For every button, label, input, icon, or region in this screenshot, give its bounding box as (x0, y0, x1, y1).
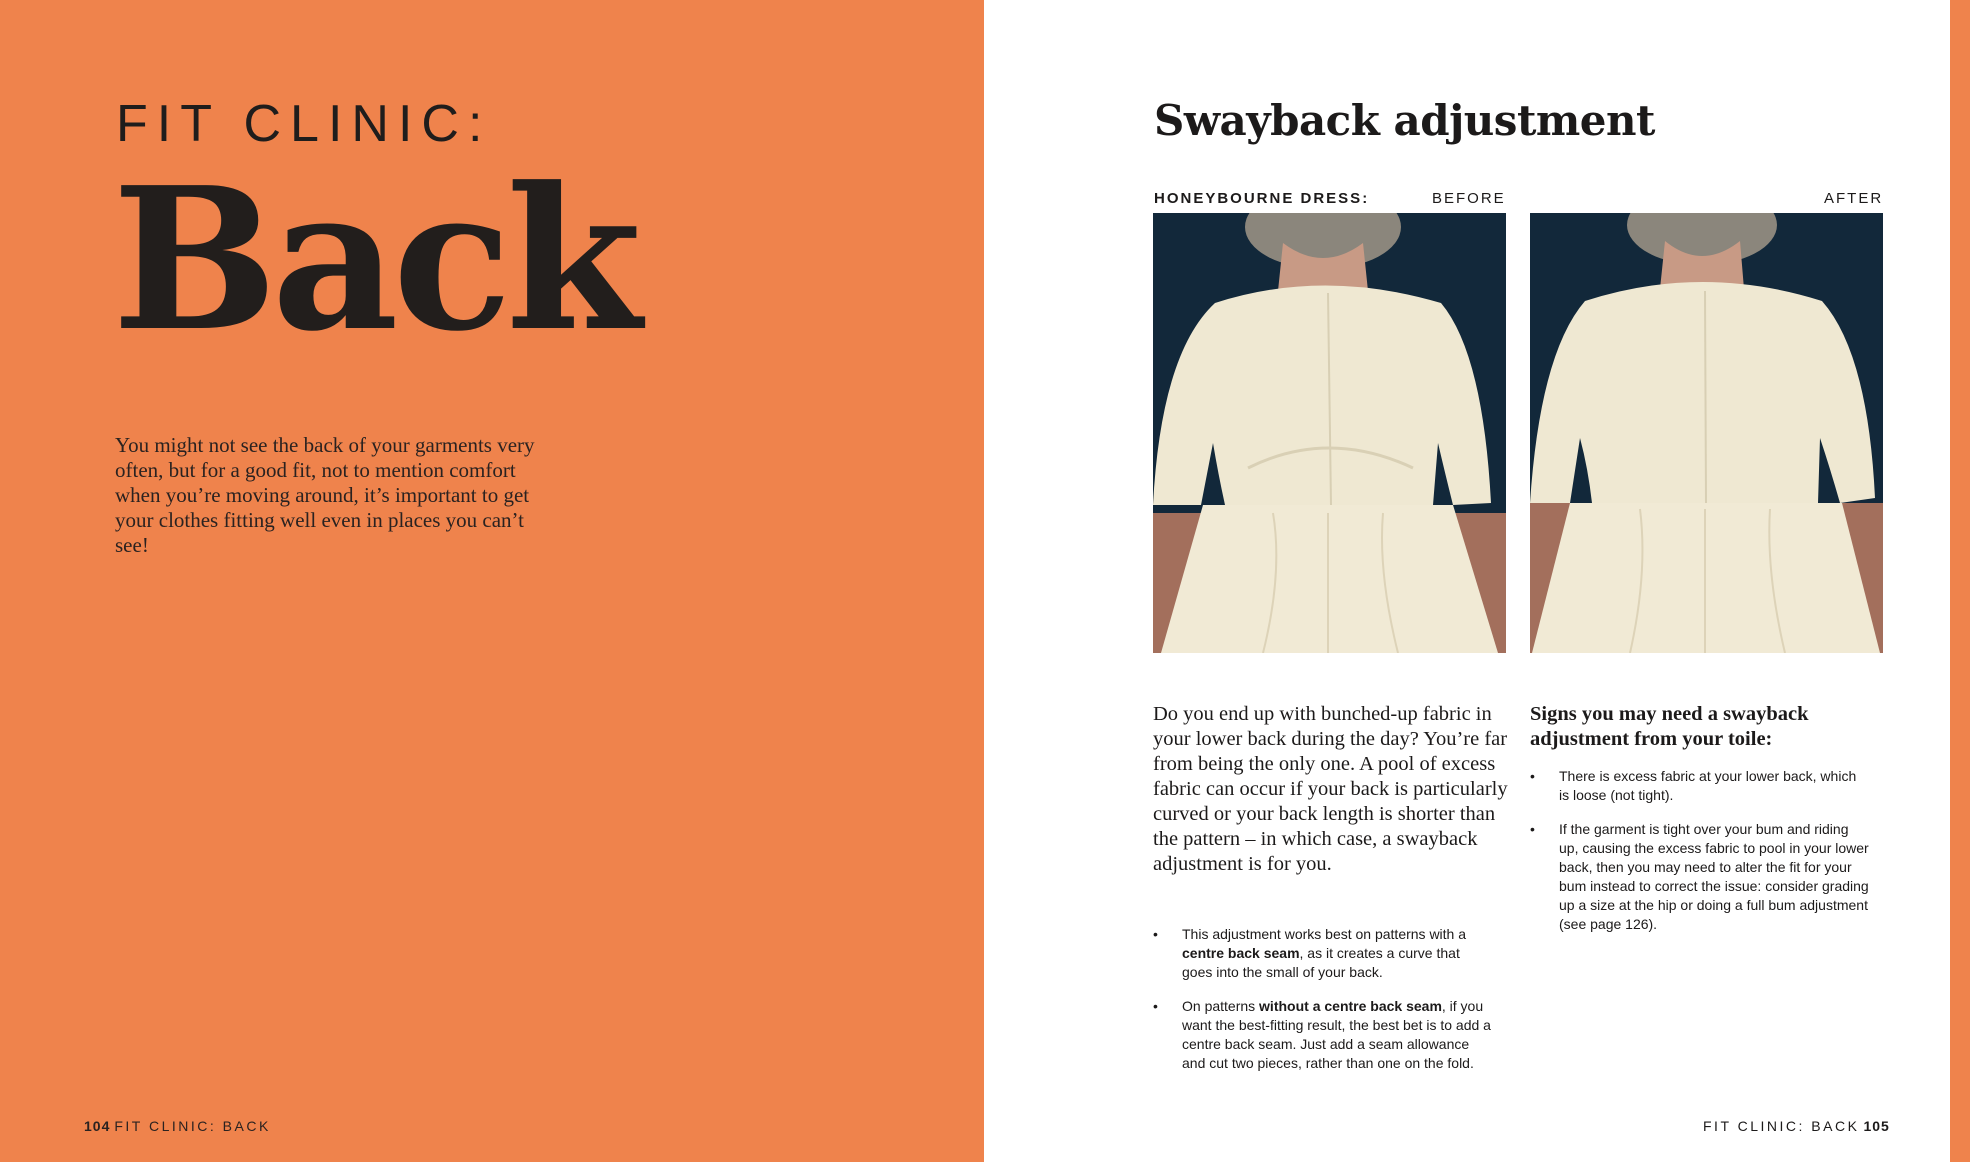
section-title: Swayback adjustment (1154, 96, 1655, 145)
signs-list (1530, 767, 1870, 949)
body-paragraph: Do you end up with bunched-up fabric in your lower back during the day? You’re far from being the only one. A pool of excess fabric can occur if your back is particularly curved or your back length is shorter than the pattern – in which case, a swayback adjustment is for you. (1153, 703, 1508, 875)
photo-back-before-icon (1153, 213, 1506, 653)
list-item: • There is excess fabric at your lower back, which is loose (not tight). (1530, 767, 1870, 805)
list-item (1153, 997, 1493, 1073)
list-item-bold: centre back seam (1182, 945, 1300, 961)
intro-paragraph: You might not see the back of your garments very often, but for a good fit, not to mention comfort when you’re moving around, it’s important to get your clothes fitting well even in places you can’t see! (115, 433, 535, 557)
photo-after (1530, 213, 1883, 653)
next-page-edge (1950, 0, 1970, 1162)
page-number-right: 105 (1863, 1118, 1890, 1134)
list-item-text: , if you want the best-fitting result, the best bet is to add a centre back seam. Just add a seam allowance and cut two pieces, rather than one on the fold. (1182, 998, 1491, 1071)
list-item-text: , as it creates a curve that goes into the small of your back. (1182, 945, 1460, 980)
list-item-text: This adjustment works best on patterns with a (1182, 926, 1467, 942)
running-head-right: FIT CLINIC: BACK (1703, 1118, 1860, 1134)
chapter-title: Back (112, 145, 636, 375)
running-head-left: FIT CLINIC: BACK (114, 1118, 271, 1134)
folio-right (1703, 1118, 1890, 1134)
list-item-bold: without a centre back seam (1259, 998, 1442, 1014)
list-item-text: On patterns (1182, 998, 1260, 1014)
section-kicker: FIT CLINIC: (116, 95, 492, 153)
folio-left (84, 1118, 271, 1134)
caption-before: BEFORE (1432, 190, 1506, 207)
list-item (1153, 925, 1493, 982)
photo-before (1153, 213, 1506, 653)
tips-list (1153, 925, 1493, 1088)
signs-heading: Signs you may need a swayback adjustment from your toile: (1530, 703, 1809, 750)
caption-garment: HONEYBOURNE DRESS: (1154, 190, 1370, 207)
photo-back-after-icon (1530, 213, 1883, 653)
list-item: • If the garment is tight over your bum and riding up, causing the excess fabric to pool in your lower back, then you may need to alter the fit for your bum instead to correct the issue: consider grading up a size at the hip or doing a full bum adjustment (see page 126). (1530, 820, 1870, 934)
page-number-left: 104 (84, 1118, 111, 1134)
caption-after: AFTER (1824, 190, 1884, 207)
